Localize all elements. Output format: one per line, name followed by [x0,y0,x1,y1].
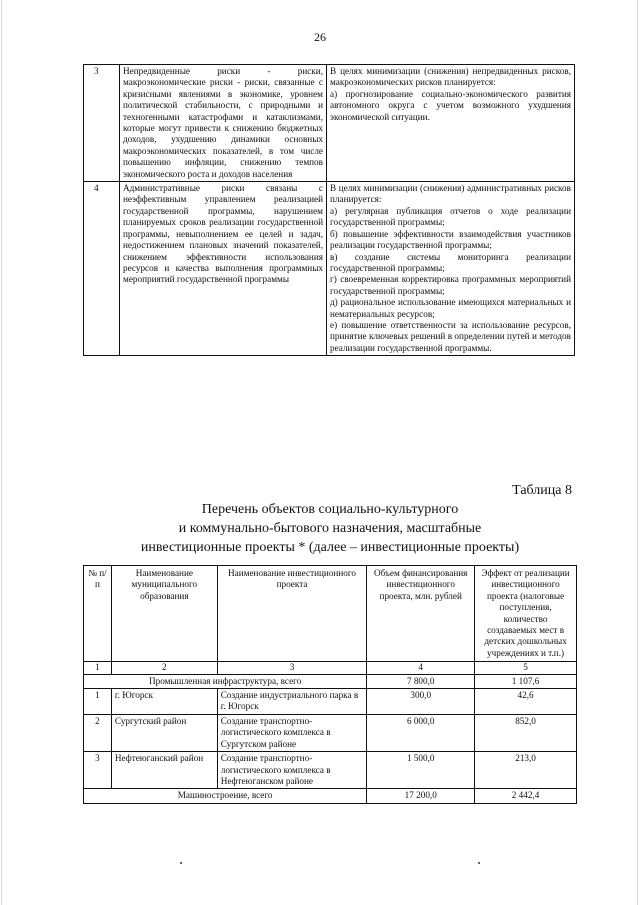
row-number: 2 [84,714,112,751]
table-caption: Таблица 8 [512,483,572,498]
row-number: 1 [84,689,112,715]
col-header-effect: Эффект от реализации инвестиционного проекта (налоговые поступления, количество создаваемых мест в детских дошкольных учреждениях и т.п.) [475,566,577,662]
col-header-num: № п/п [84,566,112,662]
table-row [84,689,577,715]
col-header-volume: Объем финансирования инвестиционного проекта, млн. рублей [367,566,475,662]
row-volume: 6 000,0 [367,714,475,751]
section-label: Промышленная инфраструктура, всего [84,674,367,688]
measure-item: в) создание системы мониторинга реализации государственной программы; [330,251,571,273]
risk-number: 4 [84,182,120,356]
section-effect: 2 442,4 [475,789,577,803]
measure-item: б) повышение эффективности взаимодействия участников реализации государственной программы; [330,228,571,251]
table-row [84,752,577,789]
row-project: Создание транспортно-логистического комплекса в Нефтеюганском районе [217,752,367,789]
measure-item: а) регулярная публикация отчетов о ходе реализации государственной программы; [330,205,571,228]
section-effect: 1 107,6 [475,674,577,688]
section-row [84,789,577,803]
risk-description: Непредвиденные риски - риски, макроэкономические риски - риски, связанные с кризисными явлениями в экономике, уровнем политической стабильности, с природными и техногенными катастрофами и катаклизмами, которые могут привести к снижению бюджетных доходов, ухудшению динамики основных макроэкономических показателей, в том числе повышению инфляции, снижению темпов экономического роста и доходов населения [120,65,327,182]
row-project: Создание индустриального парка в г. Югорск [217,689,367,715]
section-row [84,674,577,688]
row-number: 3 [84,752,112,789]
row-effect: 852,0 [475,714,577,751]
measure-item: е) повышение ответственности за использование ресурсов, принятие ключевых решений в определении путей и методов реализации государственной программы. [330,319,571,353]
investment-table [83,565,577,804]
measure-item: г) своевременная корректировка программных мероприятий государственной программы; [330,274,571,296]
row-municipality: Нефтеюганский район [111,752,217,789]
table-row [84,65,575,182]
measure-item: д) рациональное использование имеющихся материальных и нематериальных ресурсов; [330,297,571,319]
col-header-project: Наименование инвестиционного проекта [217,566,367,662]
column-number: 5 [475,662,577,674]
column-number-row [84,662,577,674]
row-volume: 300,0 [367,689,475,715]
col-header-municipality: Наименование муниципального образования [111,566,217,662]
table-row [84,182,575,356]
measure-item: В целях минимизации (снижения) непредвиденных рисков, макроэкономических рисков планируется: [330,66,571,88]
row-municipality: Сургутский район [111,714,217,751]
row-effect: 42,6 [475,689,577,715]
section-volume: 7 800,0 [367,674,475,688]
page-edge-right [637,0,638,905]
measure-item: а) прогнозирование социально-экономического развития автономного округа с учетом возможного ухудшения экономической ситуации. [330,88,571,122]
column-number: 2 [111,662,217,674]
section-label: Машиностроение, всего [84,789,367,803]
table-header-row [84,566,577,662]
risk-measures [327,65,575,182]
measure-item: В целях минимизации (снижения) административных рисков планируется: [330,183,571,205]
table-row [84,714,577,751]
table-title-line: и коммунально-бытового назначения, масштабные [178,521,482,536]
table-title-line: Перечень объектов социально-культурного [201,502,459,517]
risk-table [83,64,575,356]
page-edge-left [1,0,2,905]
row-effect: 213,0 [475,752,577,789]
row-project: Создание транспортно-логистического комплекса в Сургутском районе [217,714,367,751]
column-number: 1 [84,662,112,674]
table-title [70,500,590,557]
scan-speck [478,862,480,864]
risk-description: Административные риски связаны с неэффективным управлением реализацией государственной программы, нарушением планируемых сроков реализации государственной программы, невыполнением ее целей и задач, недостижением плановых значений показателей, снижением эффективности использования ресурсов и качества выполнения программных мероприятий государственной программы [120,182,327,356]
scan-speck [180,862,182,864]
page-number: 26 [314,30,326,44]
section-volume: 17 200,0 [367,789,475,803]
row-volume: 1 500,0 [367,752,475,789]
column-number: 4 [367,662,475,674]
column-number: 3 [217,662,367,674]
table-title-line: инвестиционные проекты * (далее – инвестиционные проекты) [140,540,520,555]
row-municipality: г. Югорск [111,689,217,715]
risk-measures [327,182,575,356]
risk-number: 3 [84,65,120,182]
